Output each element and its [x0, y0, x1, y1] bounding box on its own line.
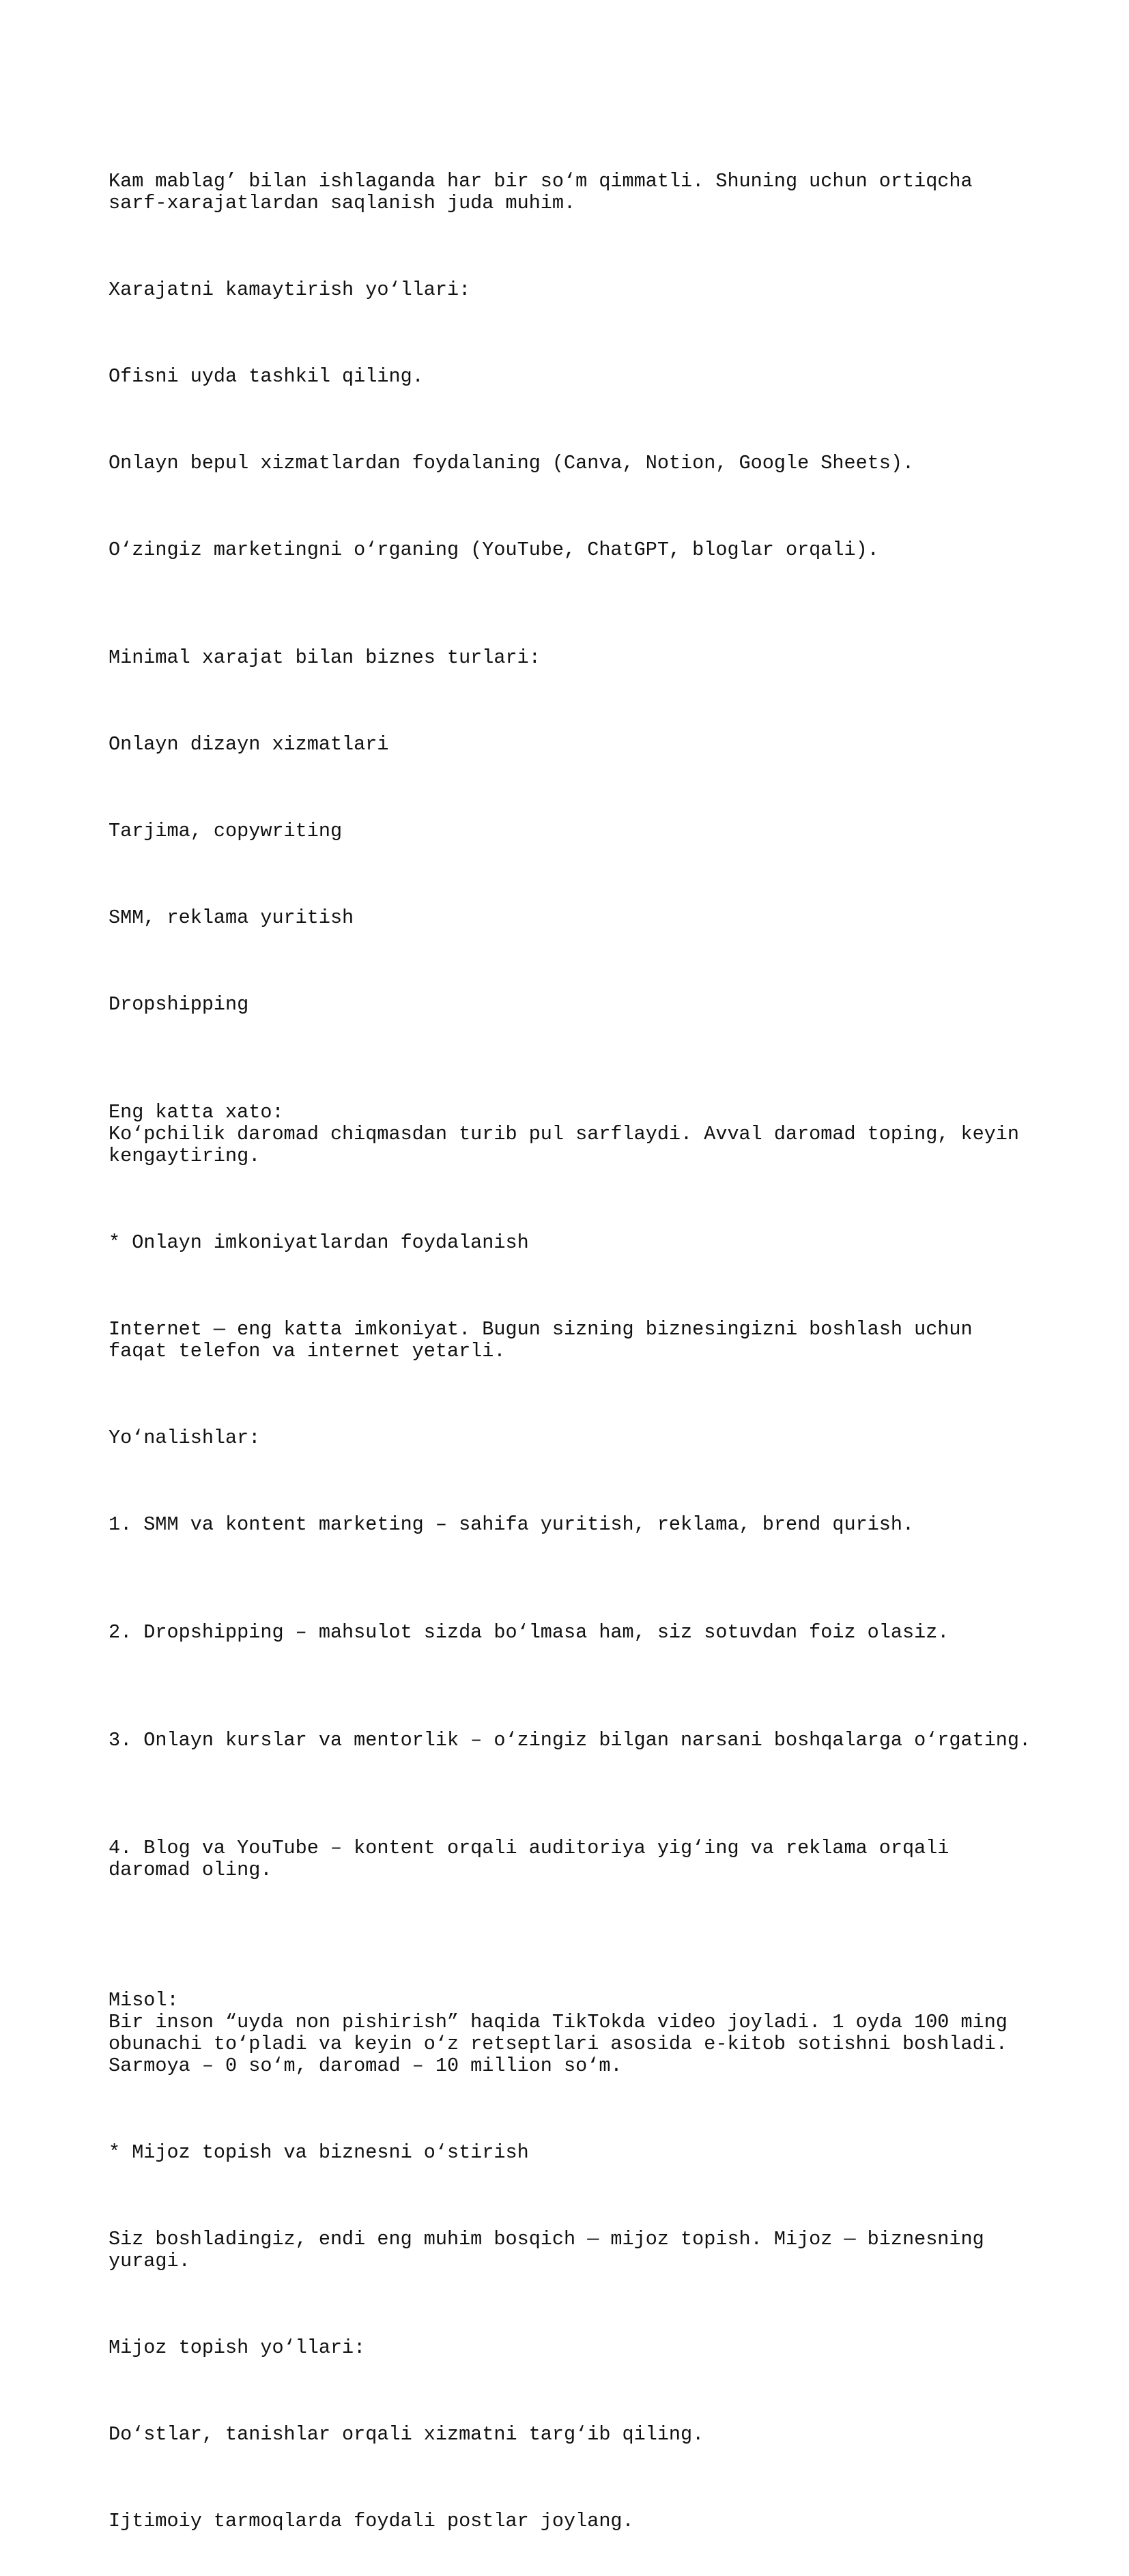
paragraph-cost-reduction-heading: Xarajatni kamaytirish yo‘llari: — [109, 278, 471, 301]
paragraph-client-importance: Siz boshladingiz, endi eng muhim bosqich — mijoz topish. Mijoz — biznesning yuragi. — [109, 2228, 996, 2272]
list-item: Onlayn bepul xizmatlardan foydalaning (Canva, Notion, Google Sheets). — [109, 452, 915, 474]
numbered-item: 3. Onlayn kurslar va mentorlik – o‘zingiz bilgan narsani boshqalarga o‘rgating. — [109, 1729, 1031, 1751]
section-heading-client-finding: * Mijoz topish va biznesni o‘stirish — [109, 2141, 529, 2164]
document-body — [109, 127, 1037, 2576]
list-item: Onlayn dizayn xizmatlari — [109, 733, 389, 756]
numbered-item: 2. Dropshipping – mahsulot sizda bo‘lmasa ham, siz sotuvdan foiz olasiz. — [109, 1621, 949, 1644]
list-item: Dropshipping — [109, 993, 249, 1016]
paragraph-example: Misol: Bir inson “uyda non pishirish” haqida TikTokda video joyladi. 1 oyda 100 ming obunachi to‘pladi va keyin o‘z retseptlari asosida e-kitob sotishni boshladi. Sarmoya – 0 so‘m, daromad – 10 million so‘m. — [109, 1989, 1007, 2077]
list-item: Ijtimoiy tarmoqlarda foydali postlar joylang. — [109, 2510, 634, 2532]
section-heading-online-opportunities: * Onlayn imkoniyatlardan foydalanish — [109, 1231, 529, 1254]
paragraph-internet-opportunity: Internet — eng katta imkoniyat. Bugun sizning biznesingizni boshlash uchun faqat telefon va internet yetarli. — [109, 1318, 984, 1362]
paragraph-budget-intro: Kam mablag’ bilan ishlaganda har bir so‘m qimmatli. Shuning uchun ortiqcha sarf-xarajatlardan saqlanish juda muhim. — [109, 170, 984, 214]
paragraph-client-ways-heading: Mijoz topish yo‘llari: — [109, 2336, 366, 2359]
list-item: Ofisni uyda tashkil qiling. — [109, 365, 424, 388]
list-item: SMM, reklama yuritish — [109, 906, 354, 929]
paragraph-biggest-mistake: Eng katta xato: Ko‘pchilik daromad chiqmasdan turib pul sarflaydi. Avval daromad toping, keyin kengaytiring. — [109, 1101, 1020, 1167]
numbered-item: 1. SMM va kontent marketing – sahifa yuritish, reklama, brend qurish. — [109, 1513, 915, 1536]
paragraph-business-types-heading: Minimal xarajat bilan biznes turlari: — [109, 646, 541, 669]
paragraph-directions-heading: Yo‘nalishlar: — [109, 1427, 261, 1449]
numbered-item: 4. Blog va YouTube – kontent orqali auditoriya yig‘ing va reklama orqali daromad oling. — [109, 1837, 961, 1881]
list-item: Do‘stlar, tanishlar orqali xizmatni targ‘ib qiling. — [109, 2423, 704, 2446]
list-item: Tarjima, copywriting — [109, 820, 343, 842]
list-item: O‘zingiz marketingni o‘rganing (YouTube, ChatGPT, bloglar orqali). — [109, 539, 879, 561]
